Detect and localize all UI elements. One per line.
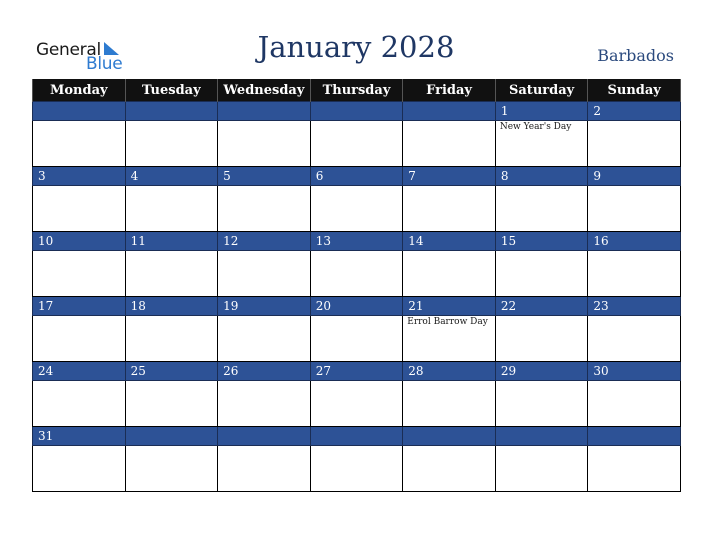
holiday-label (33, 121, 125, 122)
week-number-row (33, 102, 681, 121)
day-number-cell (588, 102, 681, 121)
week-body-row (33, 381, 681, 427)
day-number: 16 (593, 234, 609, 248)
day-cell (403, 186, 496, 232)
day-number: 21 (408, 299, 424, 313)
holiday-label (311, 316, 403, 317)
day-number: 12 (223, 234, 239, 248)
day-number (33, 102, 125, 103)
holiday-label (496, 251, 588, 252)
weekday-header-row (33, 79, 681, 102)
day-number-cell (495, 362, 588, 381)
day-cell (310, 446, 403, 492)
day-number-cell (218, 362, 311, 381)
holiday-label (126, 251, 218, 252)
day-cell (403, 251, 496, 297)
day-cell (218, 381, 311, 427)
holiday-label (496, 446, 588, 447)
day-number: 3 (38, 169, 46, 183)
holiday-label (588, 316, 680, 317)
day-cell (588, 186, 681, 232)
day-cell (125, 316, 218, 362)
week-body-row (33, 316, 681, 362)
day-number (588, 427, 680, 428)
day-number-cell (125, 427, 218, 446)
day-cell (218, 186, 311, 232)
day-number-cell (310, 232, 403, 251)
day-number: 4 (130, 169, 139, 183)
day-number-cell (588, 297, 681, 316)
day-cell (495, 251, 588, 297)
holiday-label (403, 251, 495, 252)
day-cell (588, 446, 681, 492)
holiday-label (218, 186, 310, 187)
week-number-row (33, 232, 681, 251)
day-cell (588, 121, 681, 167)
day-number: 30 (593, 364, 609, 378)
day-number: 25 (130, 364, 146, 378)
holiday-label (33, 316, 125, 317)
day-number: 27 (315, 364, 331, 378)
day-number-cell (403, 167, 496, 186)
day-number-cell (125, 297, 218, 316)
day-number (126, 427, 218, 428)
page-title: January 2028 (257, 30, 455, 64)
weekday-header: Wednesday (218, 79, 311, 102)
holiday-label (496, 381, 588, 382)
day-number: 23 (593, 299, 609, 313)
day-number-cell (33, 362, 126, 381)
day-number: 28 (408, 364, 424, 378)
day-number (496, 427, 588, 428)
day-number: 9 (593, 169, 602, 183)
holiday-label (33, 381, 125, 382)
holiday-label (588, 186, 680, 187)
day-number (403, 102, 495, 103)
holiday-label (218, 316, 310, 317)
day-number-cell (495, 102, 588, 121)
week-number-row (33, 297, 681, 316)
day-cell (125, 121, 218, 167)
day-cell (218, 251, 311, 297)
day-number-cell (33, 102, 126, 121)
day-number-cell (588, 232, 681, 251)
holiday-label (588, 381, 680, 382)
day-number: 10 (38, 234, 54, 248)
day-cell (218, 121, 311, 167)
day-cell (218, 446, 311, 492)
day-number-cell (588, 167, 681, 186)
holiday-label (311, 251, 403, 252)
day-number-cell (495, 167, 588, 186)
holiday-label: New Year's Day (499, 122, 572, 132)
day-number-cell (588, 427, 681, 446)
day-number-cell (33, 167, 126, 186)
holiday-label (311, 446, 403, 447)
day-cell (403, 121, 496, 167)
day-number-cell (125, 102, 218, 121)
day-cell (310, 186, 403, 232)
holiday-label (496, 316, 588, 317)
day-cell (310, 316, 403, 362)
holiday-label (496, 186, 588, 187)
calendar-body (33, 102, 681, 492)
week-body-row (33, 121, 681, 167)
day-number (218, 102, 310, 103)
day-cell (33, 446, 126, 492)
holiday-label (403, 446, 495, 447)
day-cell (495, 381, 588, 427)
day-number-cell (218, 167, 311, 186)
day-number (311, 102, 403, 103)
holiday-label (126, 186, 218, 187)
day-number: 31 (38, 429, 54, 443)
day-number-cell (310, 297, 403, 316)
day-number: 11 (130, 234, 146, 248)
day-cell (495, 316, 588, 362)
day-cell (495, 446, 588, 492)
day-number (311, 427, 403, 428)
day-number-cell (310, 427, 403, 446)
day-cell (310, 381, 403, 427)
holiday-label (311, 121, 403, 122)
week-body-row (33, 251, 681, 297)
day-number-cell (310, 102, 403, 121)
day-cell (33, 316, 126, 362)
week-number-row (33, 167, 681, 186)
day-number: 20 (315, 299, 331, 313)
holiday-label (588, 121, 680, 122)
day-number: 8 (500, 169, 509, 183)
day-cell (403, 381, 496, 427)
day-cell (495, 186, 588, 232)
holiday-label (33, 186, 125, 187)
holiday-label (403, 186, 495, 187)
day-number-cell (310, 362, 403, 381)
day-cell (125, 381, 218, 427)
day-cell (33, 121, 126, 167)
country-label: Barbados (597, 46, 674, 65)
day-number-cell (218, 297, 311, 316)
day-cell (495, 121, 588, 167)
week-body-row (33, 446, 681, 492)
holiday-label (126, 446, 218, 447)
holiday-label (218, 446, 310, 447)
day-number: 18 (130, 299, 146, 313)
holiday-label (126, 121, 218, 122)
holiday-label (33, 446, 125, 447)
holiday-label (218, 381, 310, 382)
day-cell (310, 121, 403, 167)
day-number: 1 (500, 104, 509, 118)
holiday-label (403, 381, 495, 382)
day-number: 19 (223, 299, 239, 313)
day-cell (588, 316, 681, 362)
day-number: 24 (38, 364, 54, 378)
day-number (126, 102, 218, 103)
weekday-header: Tuesday (125, 79, 218, 102)
day-cell (33, 381, 126, 427)
week-body-row (33, 186, 681, 232)
day-cell (125, 251, 218, 297)
day-cell (33, 186, 126, 232)
day-number-cell (403, 427, 496, 446)
day-cell (218, 316, 311, 362)
logo-text-blue: Blue (86, 54, 123, 74)
day-number-cell (495, 297, 588, 316)
holiday-label (588, 446, 680, 447)
week-number-row (33, 427, 681, 446)
holiday-label (311, 186, 403, 187)
logo-text-general: General (36, 40, 101, 60)
day-number: 15 (500, 234, 517, 248)
weekday-header: Friday (403, 79, 496, 102)
day-number-cell (310, 167, 403, 186)
holiday-label (588, 251, 680, 252)
holiday-label (218, 251, 310, 252)
day-number-cell (33, 427, 126, 446)
day-cell (403, 446, 496, 492)
weekday-header: Saturday (495, 79, 588, 102)
day-number-cell (403, 102, 496, 121)
day-number-cell (218, 102, 311, 121)
weekday-header: Sunday (588, 79, 681, 102)
day-cell (403, 316, 496, 362)
day-number-cell (33, 297, 126, 316)
holiday-label (126, 381, 218, 382)
day-number (403, 427, 495, 428)
day-number-cell (218, 427, 311, 446)
holiday-label: Errol Barrow Day (407, 317, 488, 327)
calendar-grid (32, 79, 681, 492)
day-number-cell (403, 362, 496, 381)
day-number: 22 (500, 299, 517, 313)
day-number-cell (403, 297, 496, 316)
week-number-row (33, 362, 681, 381)
day-number-cell (588, 362, 681, 381)
day-number-cell (218, 232, 311, 251)
day-number: 5 (223, 169, 231, 183)
day-number: 7 (408, 169, 416, 183)
day-number-cell (125, 362, 218, 381)
day-number-cell (33, 232, 126, 251)
day-cell (125, 186, 218, 232)
day-number: 26 (223, 364, 239, 378)
holiday-label (33, 251, 125, 252)
holiday-label (218, 121, 310, 122)
day-cell (310, 251, 403, 297)
day-cell (588, 251, 681, 297)
holiday-label (311, 381, 403, 382)
day-number: 29 (500, 364, 517, 378)
weekday-header: Monday (33, 79, 126, 102)
day-number: 13 (315, 234, 331, 248)
day-number-cell (495, 232, 588, 251)
weekday-header: Thursday (310, 79, 403, 102)
day-number-cell (125, 232, 218, 251)
holiday-label (126, 316, 218, 317)
holiday-label (403, 121, 495, 122)
day-cell (588, 381, 681, 427)
day-cell (125, 446, 218, 492)
day-number-cell (125, 167, 218, 186)
day-number: 2 (593, 104, 602, 118)
day-cell (33, 251, 126, 297)
day-number: 6 (315, 169, 324, 183)
day-number (218, 427, 310, 428)
day-number: 14 (408, 234, 424, 248)
day-number: 17 (38, 299, 54, 313)
day-number-cell (495, 427, 588, 446)
day-number-cell (403, 232, 496, 251)
